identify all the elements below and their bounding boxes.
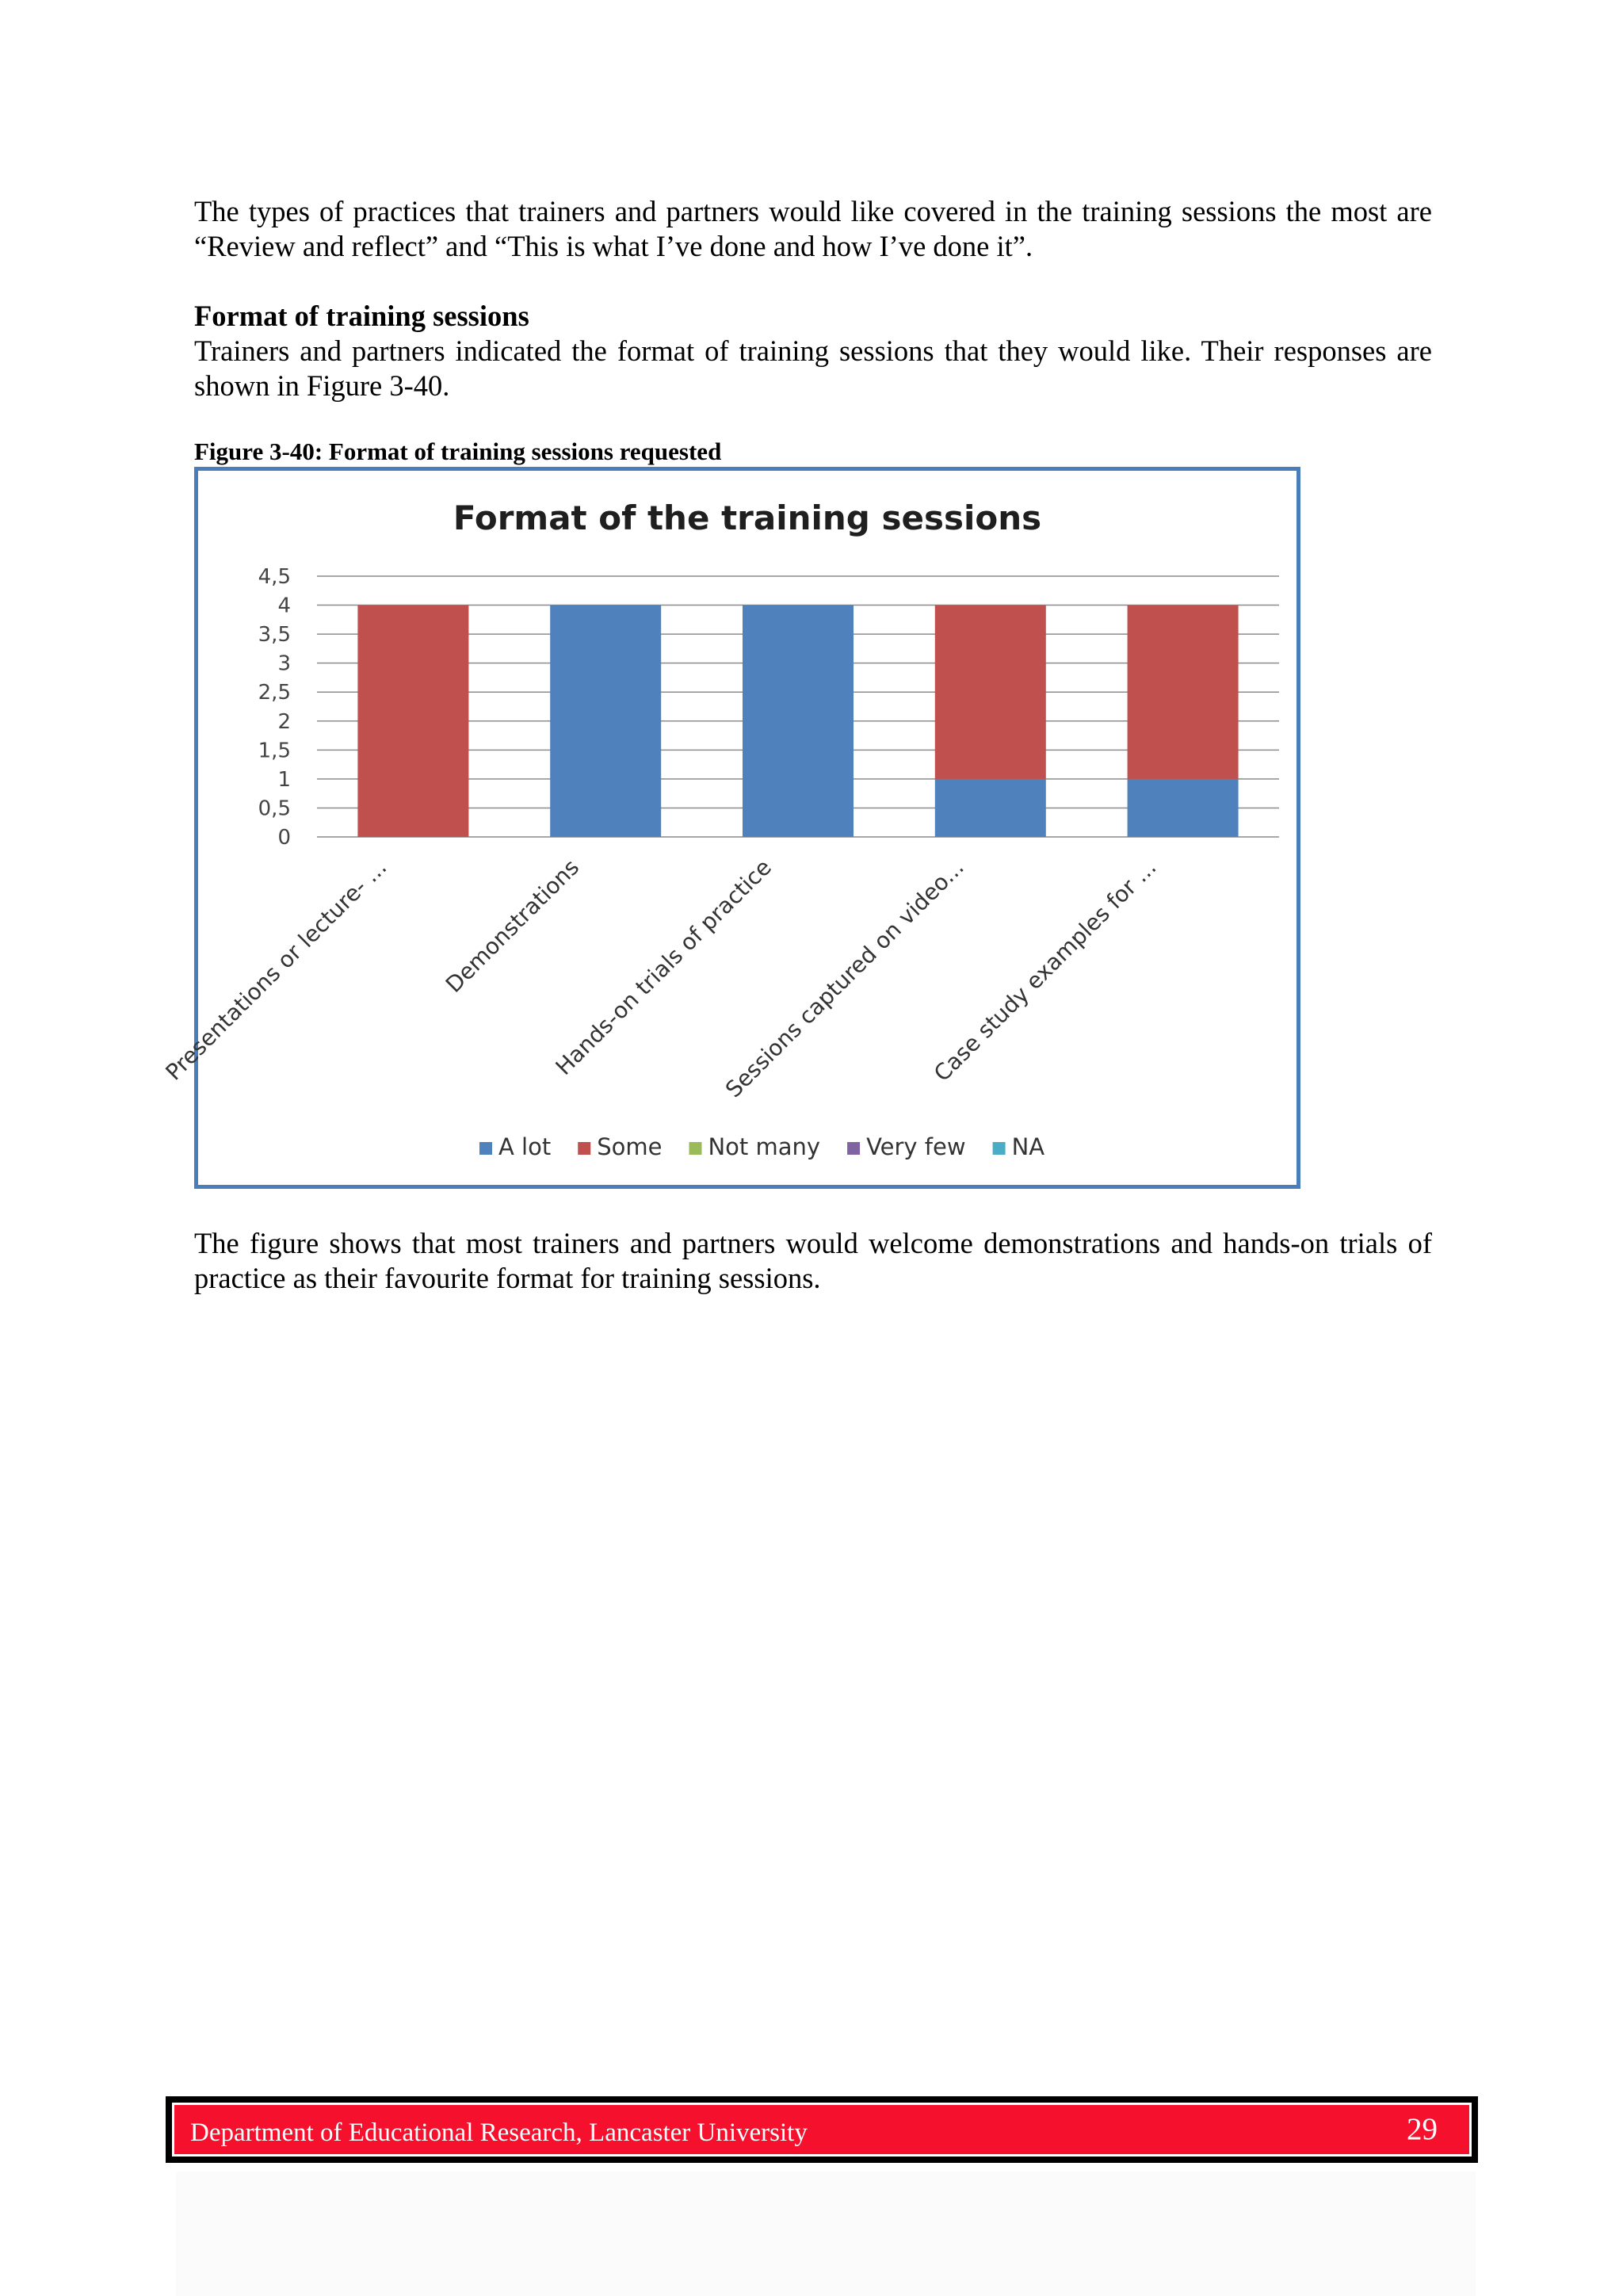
y-tick-label: 2 bbox=[277, 709, 291, 734]
legend-swatch bbox=[847, 1142, 860, 1155]
page-bottom-shade bbox=[176, 2172, 1476, 2296]
y-tick-label: 0 bbox=[277, 826, 291, 850]
footer bbox=[166, 2096, 1478, 2163]
figure-caption: Figure 3-40: Format of training sessions requested bbox=[194, 437, 722, 465]
legend-label: Not many bbox=[708, 1133, 821, 1160]
bar-some bbox=[935, 606, 1046, 779]
bar-a-lot bbox=[550, 606, 661, 837]
intro-paragraph: The types of practices that trainers and partners would like covered in the training sessions the most are “Review and reflect” and “This is what I’ve done and how I’ve done it”. bbox=[194, 195, 1432, 262]
y-tick-label: 1,5 bbox=[258, 739, 291, 763]
legend-swatch bbox=[689, 1142, 701, 1155]
category-label: Presentations or lecture- ... bbox=[160, 854, 392, 1086]
footer-band bbox=[172, 2103, 1472, 2157]
legend-label: NA bbox=[1011, 1133, 1045, 1160]
legend-label: Very few bbox=[866, 1133, 966, 1160]
bar-some bbox=[357, 606, 468, 837]
legend-swatch bbox=[578, 1142, 590, 1155]
category-label: Case study examples for ... bbox=[929, 854, 1162, 1087]
legend-swatch bbox=[479, 1142, 492, 1155]
category-label: Hands-on trials of practice bbox=[550, 854, 777, 1080]
bar-some bbox=[1128, 606, 1239, 779]
bar-chart bbox=[160, 471, 1296, 1185]
bar-a-lot bbox=[935, 779, 1046, 837]
y-tick-label: 3,5 bbox=[258, 623, 291, 648]
footer-institution: Department of Educational Research, Lancaster University bbox=[190, 2118, 808, 2147]
legend-swatch bbox=[993, 1142, 1006, 1155]
y-tick-label: 1 bbox=[277, 767, 291, 792]
format-paragraph: Trainers and partners indicated the format of training sessions that they would like. Their responses are shown in Figure 3-40. bbox=[194, 334, 1432, 402]
y-tick-label: 4,5 bbox=[258, 565, 291, 589]
bar-a-lot bbox=[1128, 779, 1239, 837]
category-label: Sessions captured on video... bbox=[720, 854, 969, 1103]
y-tick-label: 0,5 bbox=[258, 797, 291, 821]
bar-a-lot bbox=[743, 606, 854, 837]
legend-label: Some bbox=[597, 1133, 663, 1160]
legend-label: A lot bbox=[498, 1133, 552, 1160]
y-tick-label: 2,5 bbox=[258, 681, 291, 705]
category-label: Demonstrations bbox=[440, 854, 585, 998]
y-tick-label: 3 bbox=[277, 651, 291, 676]
y-tick-label: 4 bbox=[277, 594, 291, 618]
format-heading: Format of training sessions bbox=[194, 300, 529, 332]
conclusion-paragraph: The figure shows that most trainers and partners would welcome demonstrations and hands-on trials of practice as their favourite format for training sessions. bbox=[194, 1227, 1432, 1294]
page-number: 29 bbox=[1407, 2112, 1438, 2146]
chart-frame bbox=[160, 467, 1300, 1189]
chart-title: Format of the training sessions bbox=[453, 499, 1042, 537]
